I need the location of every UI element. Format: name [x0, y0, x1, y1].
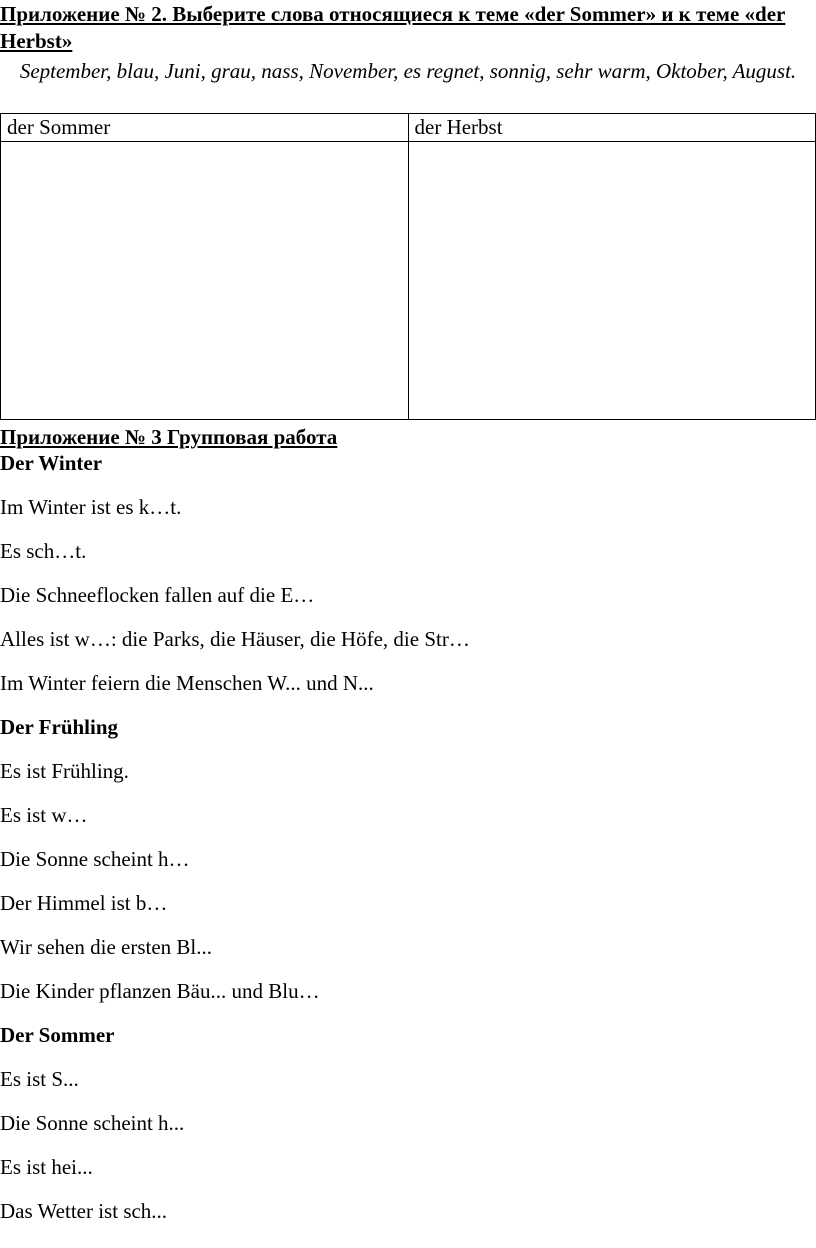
exercise-line: Die Schneeflocken fallen auf die E… — [0, 583, 315, 607]
appendix-3-heading: Приложение № 3 Групповая работа — [0, 425, 338, 449]
table-answer-row — [1, 142, 816, 420]
column-header-herbst: der Herbst — [408, 114, 816, 142]
exercise-line: Die Sonne scheint h… — [0, 847, 190, 871]
word-list: September, blau, Juni, grau, nass, November, es regnet, sonnig, sehr warm, Oktober, August. — [19, 59, 797, 83]
exercise-line: Wir sehen die ersten Bl... — [0, 935, 213, 959]
column-header-sommer: der Sommer — [1, 114, 409, 142]
exercise-line: Es ist hei... — [0, 1155, 93, 1179]
exercise-line: Im Winter ist es k…t. — [0, 495, 182, 519]
exercise-line: Der Himmel ist b… — [0, 891, 168, 915]
group-work-section — [0, 450, 816, 1242]
group-fruehling — [0, 714, 816, 1005]
exercise-line: Das Wetter ist sch... — [0, 1199, 168, 1223]
sorting-table — [0, 113, 816, 420]
exercise-line: Die Kinder pflanzen Bäu... und Blu… — [0, 979, 320, 1003]
exercise-line: Die Sonne scheint h... — [0, 1111, 185, 1135]
group-title: Der Sommer — [0, 1023, 115, 1047]
exercise-line: Alles ist w…: die Parks, die Häuser, die Höfe, die Str… — [0, 627, 470, 651]
appendix-2-heading: Приложение № 2. Выберите слова относящиеся к теме «der Sommer» и к теме «der Herbst» — [0, 2, 786, 53]
exercise-line: Es sch…t. — [0, 539, 87, 563]
answer-cell-herbst[interactable] — [408, 142, 816, 420]
group-title: Der Winter — [0, 451, 103, 475]
answer-cell-sommer[interactable] — [1, 142, 409, 420]
exercise-line: Es ist S... — [0, 1067, 79, 1091]
group-title: Der Frühling — [0, 715, 119, 739]
group-sommer — [0, 1022, 816, 1225]
table-header-row — [1, 114, 816, 142]
exercise-line: Im Winter feiern die Menschen W... und N... — [0, 671, 374, 695]
exercise-line: Es ist w… — [0, 803, 88, 827]
exercise-line: Es ist Frühling. — [0, 759, 129, 783]
group-winter — [0, 450, 816, 697]
